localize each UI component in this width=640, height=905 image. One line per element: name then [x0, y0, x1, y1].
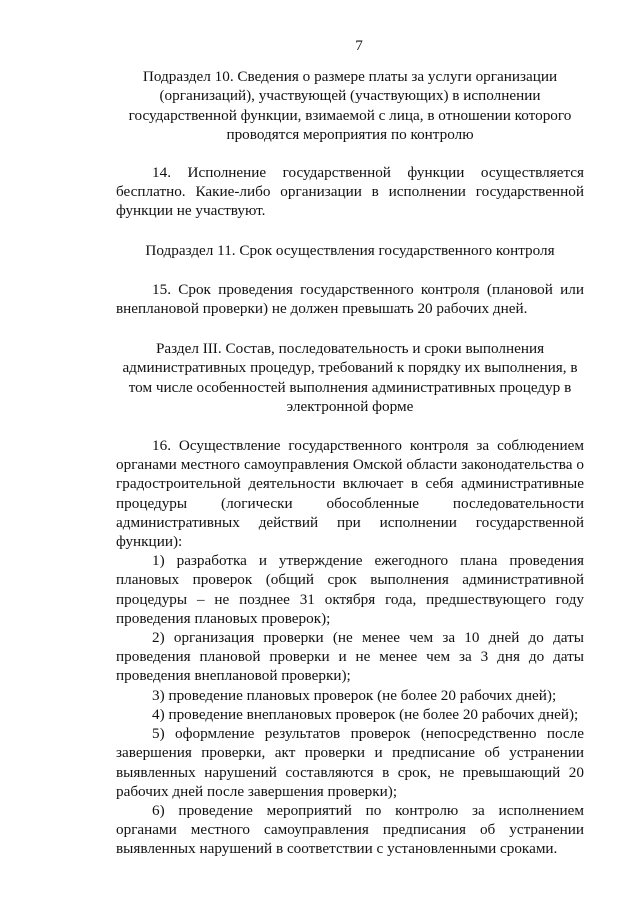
list-item-1: 1) разработка и утверждение ежегодного плана проведения плановых проверок (общий срок выполнения административной процедуры – не позднее 31 октября года, предшествующего году проведения плановых проверок);	[116, 552, 584, 627]
paragraph-15: 15. Срок проведения государственного контроля (плановой или внеплановой проверки) не должен превышать 20 рабочих дней.	[116, 280, 584, 318]
list-item-4: 4) проведение внеплановых проверок (не более 20 рабочих дней);	[152, 705, 579, 723]
list-item-3: 3) проведение плановых проверок (не более 20 рабочих дней);	[152, 686, 557, 704]
subsection-11-title: Подраздел 11. Срок осуществления государственного контроля	[145, 241, 555, 259]
section-3-title: Раздел III. Состав, последовательность и сроки выполнения административных процедур, требований к порядку их выполнения, в том числе особенностей выполнения административных процедур в электронной форме	[122, 340, 578, 415]
page-number: 7	[355, 37, 363, 54]
list-item-2: 2) организация проверки (не менее чем за 10 дней до даты проведения плановой проверки и не менее чем за 3 дня до даты проведения внеплановой проверки);	[116, 629, 584, 685]
paragraph-16: 16. Осуществление государственного контроля за соблюдением органами местного самоуправления Омской области законодательства о градостроительной деятельности включает в себя административные процедуры (логически обособленные последовательности административных действий при исполнении государственной функции):	[116, 437, 584, 551]
subsection-10-title: Подраздел 10. Сведения о размере платы за услуги организации (организаций), участвующей (участвующих) в исполнении государственной функции, взимаемой с лица, в отношении которого проводятся мероприятия по контролю	[128, 68, 572, 143]
paragraph-14: 14. Исполнение государственной функции осуществляется бесплатно. Какие-либо организации в исполнении государственной функции не участвуют.	[116, 164, 584, 220]
list-item-5: 5) оформление результатов проверок (непосредственно после завершения проверки, акт проверки и предписание об устранении выявленных нарушений составляются в срок, не превышающий 20 рабочих дней после завершения проверки);	[116, 725, 584, 800]
list-item-6: 6) проведение мероприятий по контролю за исполнением органами местного самоуправления предписания об устранении выявленных нарушений в соответствии с установленными сроками.	[116, 801, 584, 858]
